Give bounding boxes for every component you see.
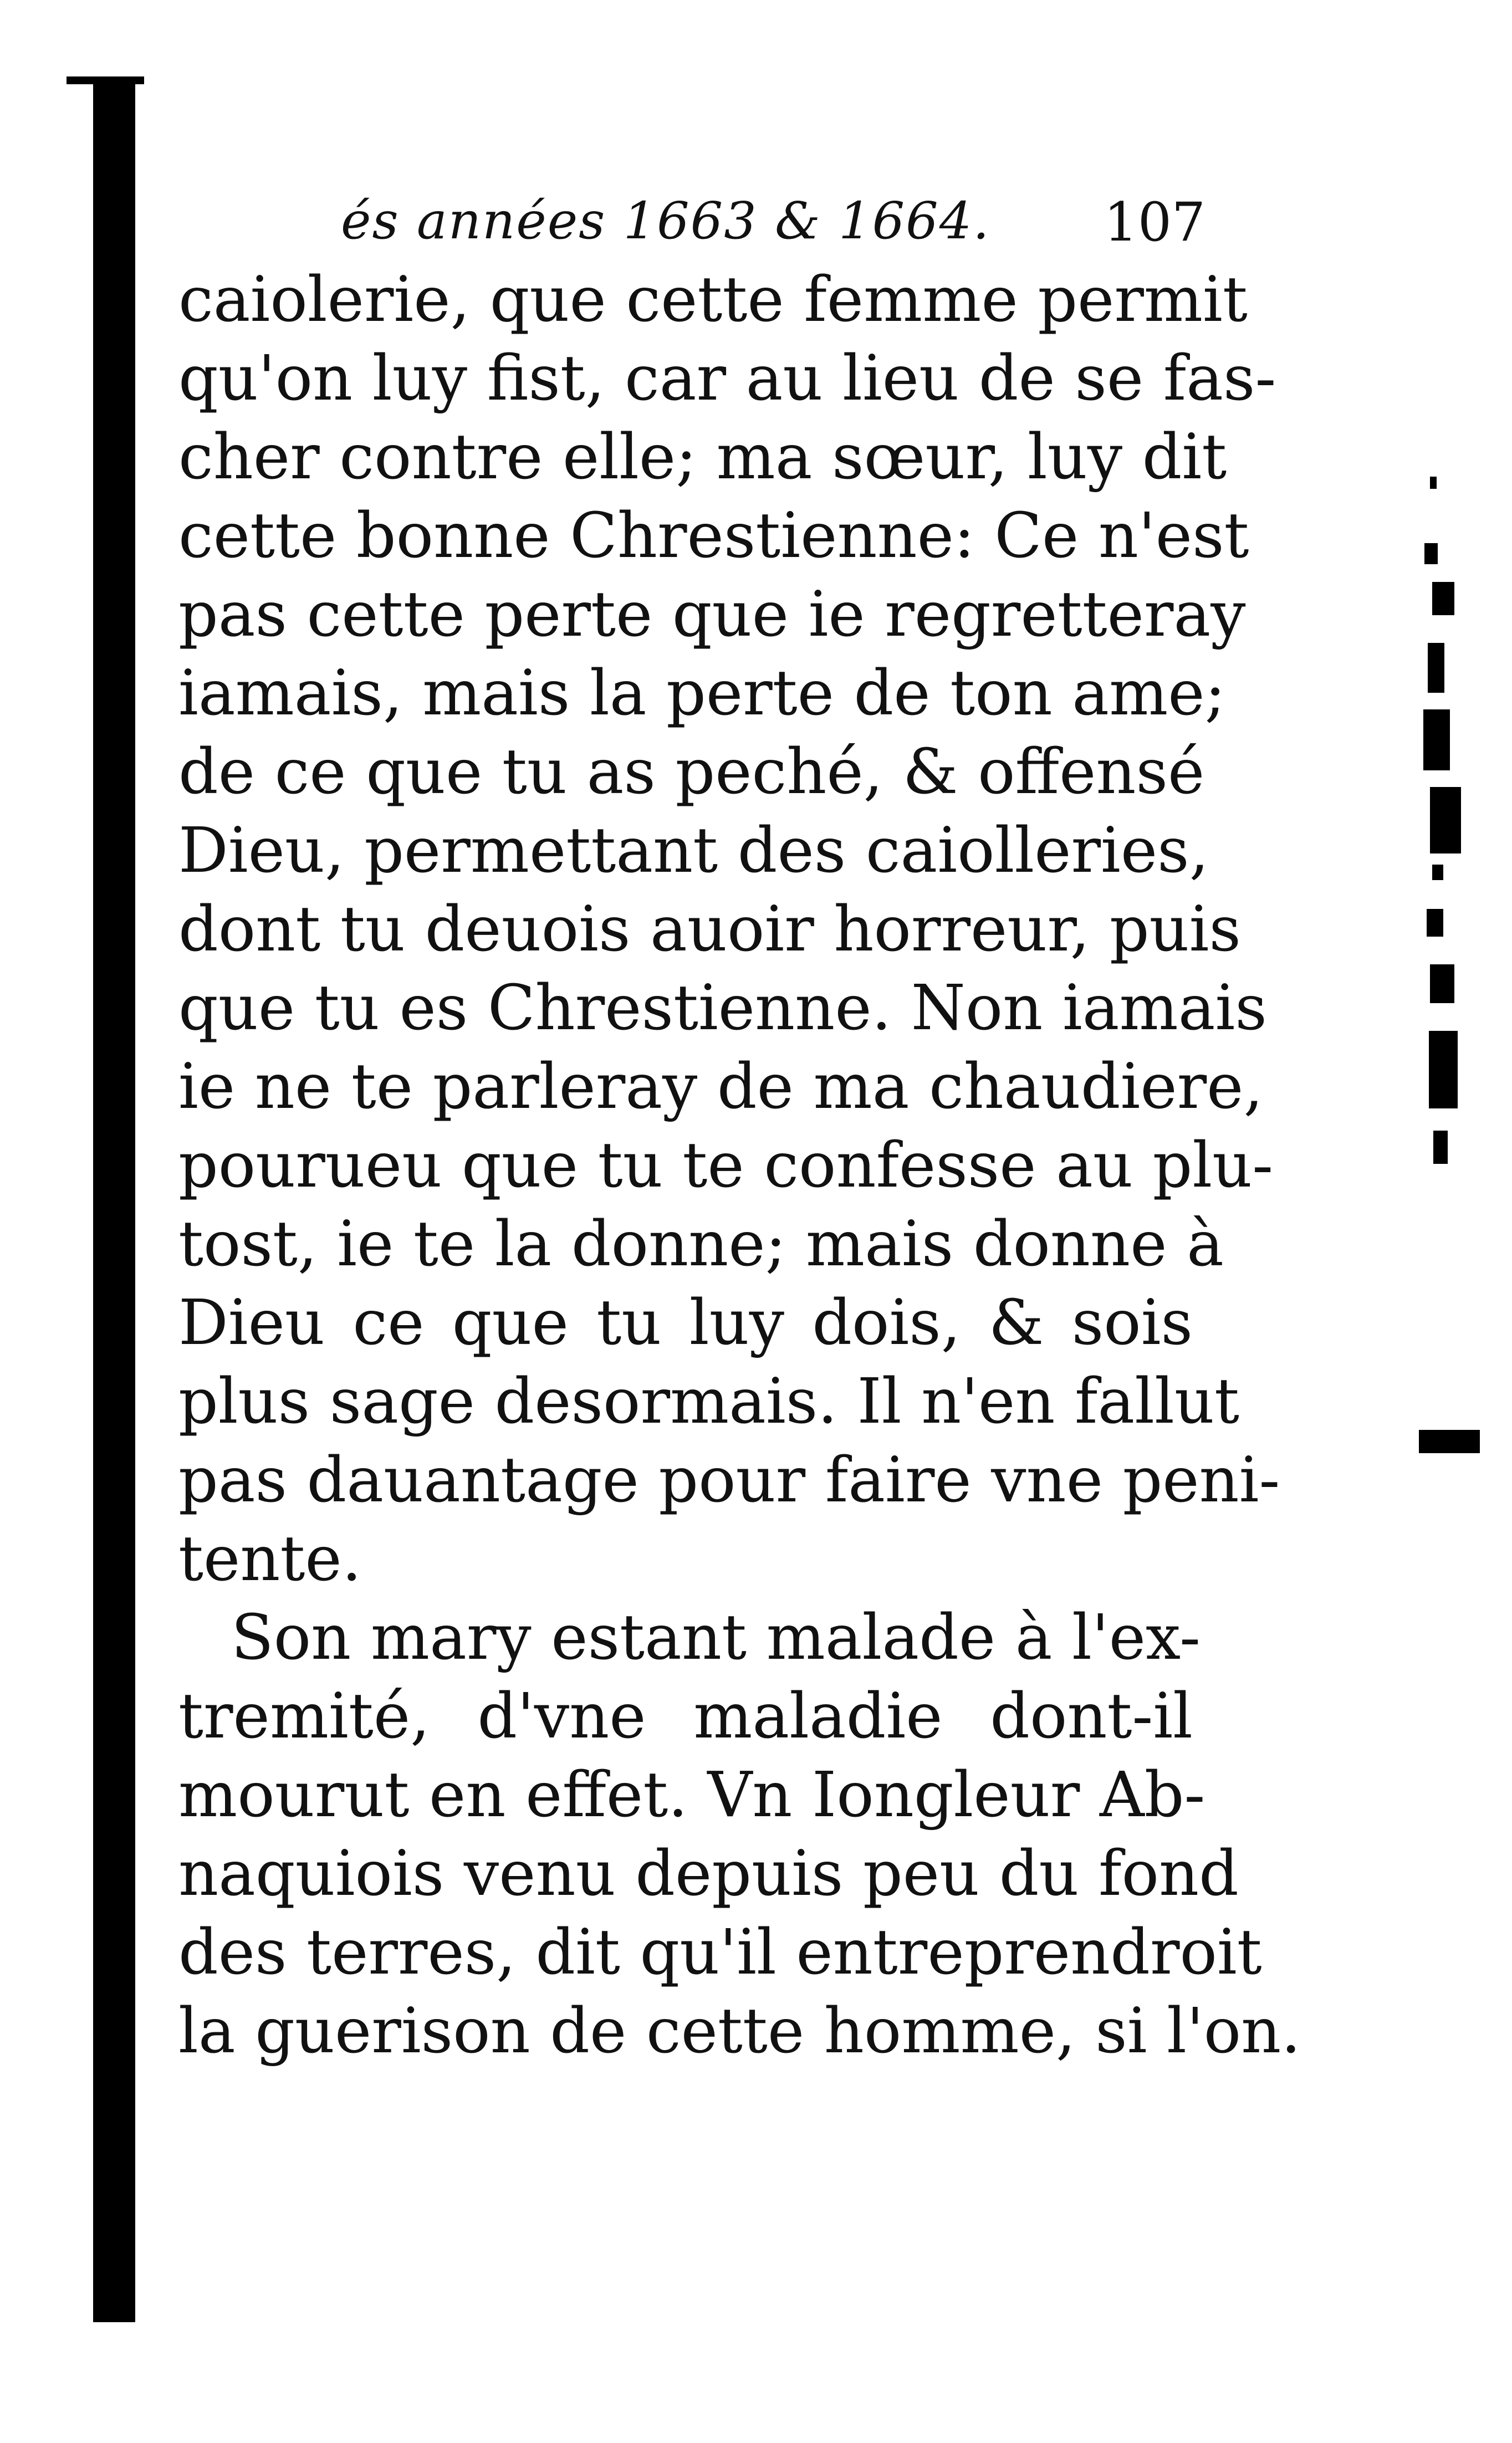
text-line: plus sage desormais. Il n'en fallut xyxy=(178,1366,1240,1438)
text-line: pas cette perte que ie regretteray xyxy=(178,579,1246,651)
text-line: Dieu ce que tu luy dois, & sois xyxy=(178,1287,1193,1359)
text-line: que tu es Chrestienne. Non iamais xyxy=(178,972,1267,1044)
text-line: tremité, d'vne maladie dont-il xyxy=(178,1680,1193,1752)
text-line-paragraph-start: Son mary estant malade à l'ex- xyxy=(231,1602,1201,1674)
text-line: cette bonne Chrestienne: Ce n'est xyxy=(178,500,1249,572)
text-line: la guerison de cette homme, si l'on. xyxy=(178,1995,1301,2067)
text-line: ie ne te parleray de ma chaudiere, xyxy=(178,1051,1264,1123)
text-line: qu'on luy fist, car au lieu de se fas- xyxy=(178,343,1276,415)
gutter-speckles xyxy=(1408,477,1491,1474)
text-line: caiolerie, que cette femme permit xyxy=(178,264,1248,336)
text-line: pourueu que tu te confesse au plu- xyxy=(178,1129,1274,1202)
running-title: és années 1663 & 1664. xyxy=(341,191,990,251)
binding-edge-bar xyxy=(93,78,135,2322)
text-line: tente. xyxy=(178,1523,362,1595)
text-line: des terres, dit qu'il entreprendroit xyxy=(178,1916,1262,1989)
running-header xyxy=(341,191,1205,258)
text-line: tost, ie te la donne; mais donne à xyxy=(178,1208,1224,1280)
text-line: Dieu, permettant des caiolleries, xyxy=(178,815,1209,887)
text-line: mourut en effet. Vn Iongleur Ab- xyxy=(178,1759,1205,1831)
text-line: iamais, mais la perte de ton ame; xyxy=(178,657,1226,729)
text-line: de ce que tu as peché, & offensé xyxy=(178,736,1205,808)
body-text xyxy=(178,260,1301,2071)
text-line: cher contre elle; ma sœur, luy dit xyxy=(178,421,1227,493)
text-line: dont tu deuois auoir horreur, puis xyxy=(178,893,1241,965)
page-number: 107 xyxy=(1104,191,1205,253)
text-line: pas dauantage pour faire vne peni- xyxy=(178,1444,1280,1516)
gutter-ink-block xyxy=(1419,1430,1480,1453)
text-line: naquiois venu depuis peu du fond xyxy=(178,1838,1239,1910)
